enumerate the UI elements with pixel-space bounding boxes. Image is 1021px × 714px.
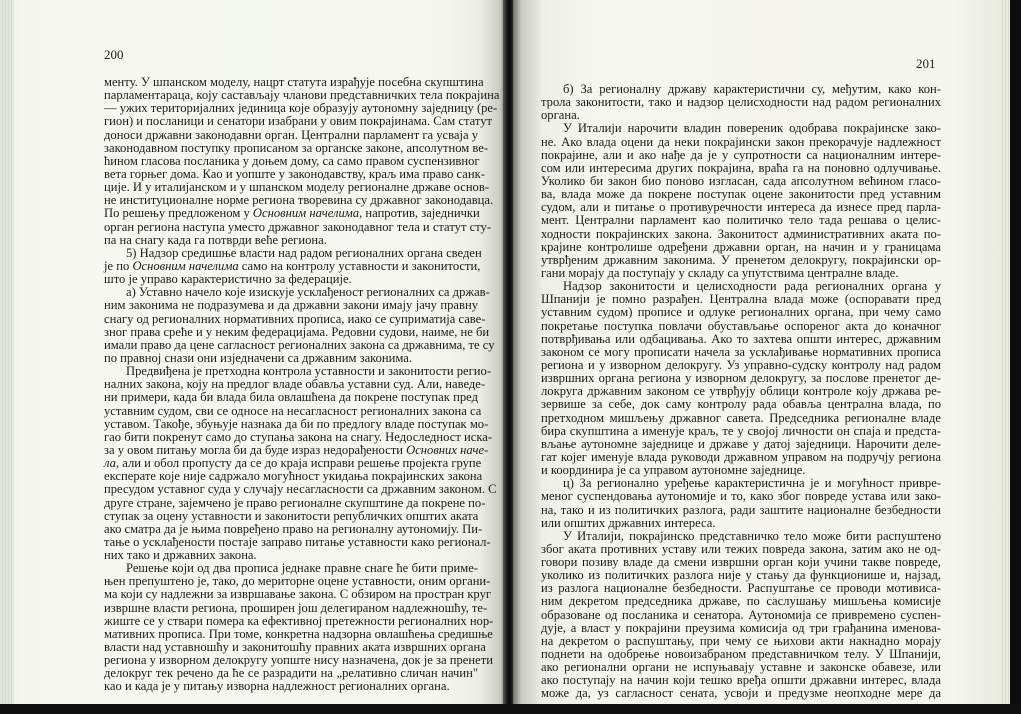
page-number: 201	[916, 56, 936, 71]
text-line: жиште се у ствари помера ка ефективној претежности регионалних нор-	[104, 613, 494, 628]
text-line: образоване од посланика и сенатора. Аутономија се привремено суспен-	[541, 607, 941, 622]
text-line: зервише за себе, док саму контролу рада обавља централна влада, по	[541, 397, 941, 412]
text-run: По решењу предложеном у	[104, 206, 253, 221]
text-line: ходности покрајинских закона. Законитост административних аката по-	[541, 226, 941, 241]
text-line: или општих државних интереса.	[541, 515, 716, 530]
text-line: мент. Централни парламент као политичко тело тада решава о целис-	[541, 213, 941, 228]
text-line: снагу од регионалних нормативних прописа, иако се суприматија саве-	[104, 311, 486, 326]
text-line: ступак за оцену уставности и законитости републичких општих аката	[104, 508, 479, 523]
text-line: — ужих територијалних јединица које образују аутономну заједницу (ре-	[104, 101, 498, 116]
background	[1010, 0, 1021, 714]
text-line: што је управо карактеристично за федерације.	[104, 272, 352, 287]
text-line: на декретом о распуштању, при чему се њихови акти накнадно морају	[541, 633, 941, 648]
page-number: 200	[104, 47, 124, 62]
text-line: региона у изворном делокругу уопште нису назначена, док је за пренети	[104, 653, 493, 668]
text-line: и координира је са управом аутономне заједнице.	[541, 463, 806, 478]
right-page	[513, 0, 1008, 706]
text-line: власти над уставношћу и законитошћу правних аката извршних органа	[104, 640, 486, 655]
text-line: пресудом уставног суда у случају несагласности са државним законом. С	[104, 482, 497, 497]
text-line: Решење који од два прописа једнаке правне снаге ће бити приме-	[126, 561, 478, 576]
text-line: доноси државни законодавни орган. Централни парламент га усваја у	[104, 127, 479, 142]
text-line: као и када је у питању изворна надлежност регионалних органа.	[104, 679, 450, 694]
text-line: региона и у изворном делокругу. Уз управно-судску контролу над радом	[541, 357, 941, 372]
text-line: друге стране, зајемчено је право регионалне скупштине да покрене по-	[104, 495, 486, 510]
page-edges	[0, 0, 14, 706]
text-line: по правној снази они изједначени са државним законима.	[104, 350, 413, 365]
italic-title: Основним начелима	[252, 206, 360, 221]
text-run: само на контролу уставности и законитости,	[238, 258, 481, 273]
text-line: дује, а власт у покрајини преузима комисија од три грађанина именова-	[541, 620, 941, 635]
text-line: бира скупштина а именује краљ, те у својој личности он спаја и предста-	[541, 423, 941, 438]
text-line: менту. У шпанском моделу, нацрт статута израђује посебна скупштина	[104, 75, 484, 89]
text-line: уставним судом, сви се односе на несагласност регионалних закона са	[104, 403, 482, 418]
text-line: б) За регионалну државу карактеристични су, међутим, како кон-	[563, 82, 941, 96]
body-text	[541, 83, 941, 701]
text-line: судом, али и питање о противуречности интереса да изнесе пред парла-	[541, 200, 941, 215]
text-line: уставом. Такође, збуњује назнака да би по предлогу владе поступак мо-	[104, 416, 489, 431]
text-line: па на снагу када га потврди веће региона.	[104, 232, 327, 247]
text-line: потврђивања или одбацивања. Ако то захтева општи интерес, државним	[541, 331, 941, 346]
text-line: утврђеним државним законима. У пренетом делокругу, покрајински ор-	[541, 252, 941, 267]
text-line: сом или интересима других покрајина, враћа га на поновно одлучивање.	[541, 160, 941, 175]
text-line: мативних прописа. При томе, конкретна надзорна овлашћења средишње	[104, 626, 493, 641]
page-edges	[1000, 0, 1010, 706]
text-run: је по	[104, 258, 133, 273]
text-line: законом се могу прописати начела за усклађивање нормативних прописа	[541, 344, 941, 359]
text-line: У Италији, покрајинско представничко тело може бити распуштено	[563, 528, 941, 543]
text-line: уколико из политичких разлога није у стању да функционише и, најзад,	[541, 568, 941, 583]
text-line: орган региона наступа уместо државног законодавног тела и статут сту-	[104, 219, 492, 234]
text-line: ћином гласова посланика у доњем дому, са само правом суспензивног	[104, 153, 480, 168]
text-line: гао бити покренут само до ступања закона на снагу. Недоследност иска-	[104, 429, 493, 444]
text-line: локруга државним законом се утврђују облици контроле коју држава ре-	[541, 384, 941, 399]
text-line: извршне власти региона, проширен још делегираном надлежношћу, те-	[104, 600, 488, 615]
text-line: 5) Надзор средишње власти над радом регионалних органа сведен	[126, 245, 482, 260]
text-line: вета горњег дома. Као и уопште у законодавству, краљ има право санк-	[104, 166, 485, 181]
text-line: вљање аутономне заједнице и државе у датој заједници. Нарочити деле-	[541, 436, 941, 451]
text-line: гат којег именује влада руководи државном управом на подручју региона	[541, 449, 941, 464]
text-line: зног права среће и у неким федерацијама. Редовни судови, наиме, не би	[104, 324, 490, 339]
text-line: гани морају да поступају у складу са упутствима централне владе.	[541, 265, 899, 280]
text-line: ним декретом председника државе, по саслушању мишљења комисије	[541, 594, 941, 609]
text-line: ц) За регионално уређење карактеристична је и могућност привре-	[563, 476, 941, 491]
text-line: парламентараца, коју састављају чланови представничких тела покрајина	[104, 88, 500, 103]
text-line: ако сматра да је њима повређено право на регионалну аутономију. Пи-	[104, 521, 483, 536]
text-line: покретање поступка повлачи обустављање оспореног акта до коначног	[541, 318, 941, 333]
text-line: не институционалне норме региона творевина су државног законодавца.	[104, 193, 494, 208]
italic-title: Основним начелима	[132, 258, 239, 273]
text-line: из разлога националне безбедности. Распуштање се проводи мотивиса-	[541, 581, 941, 596]
text-line: крајине контролише одређени државни орган, на начин и у границама	[541, 239, 941, 254]
text-line: може да, уз сагласност сената, усвоји и предузме неопходне мере да	[541, 686, 941, 701]
text-line: ако регионални органи не испуњавају уставне и законске обавезе, или	[541, 660, 941, 675]
text-line: говори позиву владе да смени извршни орган који учини такве повреде,	[541, 555, 941, 570]
body-text	[104, 75, 500, 694]
text-line: не. Ако влада оцени да неки покрајински закон прекорачује надлежност	[541, 134, 941, 149]
text-line: због аката противних уставу или тежих повреда закона, затим ако не од-	[541, 541, 941, 556]
text-run: , али и обол пропусту да се до краја исправи решење пројекта групе	[115, 456, 482, 471]
text-line: тање о усклађености постаје заправо питање уставности како регионал-	[104, 534, 491, 549]
italic-title: ла	[104, 456, 116, 471]
left-page	[0, 0, 505, 706]
text-line: У Италији нарочити владин повереник одобрава покрајинске зако-	[563, 121, 941, 136]
text-line: њен препуштено је, тако, до мериторне оцене уставности, оним органи-	[104, 574, 491, 589]
text-line: них тако и државних закона.	[104, 548, 257, 563]
text-line: ције. И у италијанском и у шпанском моделу регионалне државе основ-	[104, 180, 489, 195]
italic-title: Основних наче-	[406, 442, 489, 457]
text-line: гион) и посланици и сенатори изабрани у овим покрајинама. Сам статут	[104, 114, 493, 129]
text-run: , напротив, заједнички	[359, 206, 480, 221]
text-line: ако поступају на начин који тешко вређа општи државни интерес, влада	[541, 673, 941, 688]
text-line: уставним судом) прописе и одлуке регионалних органа, при чему само	[541, 305, 941, 320]
text-line	[104, 207, 478, 220]
text-line: а) Уставно начело које изискује усклађеност регионалних са држав-	[126, 285, 490, 300]
text-line: трола законитости, тако и надзор целисходности над радом регионалних	[541, 95, 941, 110]
text-run: за у овом питању могла би да буде израз недорађености	[104, 442, 407, 457]
text-line: органа.	[541, 108, 580, 123]
text-line: законодавном поступку прописаном за органске законе, апсолутном ве-	[104, 140, 489, 155]
text-line: Надзор законитости и целисходности рада регионалних органа у	[563, 279, 941, 294]
text-line: делокруг тек речено да ће се разрадити на „релативно сличан начин"	[104, 666, 478, 681]
text-line: меног суспендовања аутономије и то, како због повреде устава или зако-	[541, 489, 941, 504]
text-line: ним законима не подразумева и да државни закони имају јачу правну	[104, 298, 478, 313]
text-line: Предвиђена је претходна контрола уставности и законитости регио-	[126, 364, 492, 379]
text-line: покрајине, али и ако нађе да је у супротности са националним интере-	[541, 147, 941, 162]
text-line: на, тако и из политичких разлога, ради заштите националне безбедности	[541, 502, 941, 517]
text-line: претходном мишљењу државног савета. Председника регионалне владе	[541, 410, 941, 425]
text-line: ва, влада може да покрене поступак оцене законитости пред уставним	[541, 187, 941, 202]
text-line: поднети на одобрење новоизабраном представничком телу. У Шпанији,	[541, 647, 941, 662]
text-line: експерате које није садржало могућност укидања покрајинских закона	[104, 469, 483, 484]
text-line: ни примери, када би влада била овлашћена да покрене поступак пред	[104, 390, 478, 405]
text-line: имали право да цене сагласност регионалних закона са државнима, те су	[104, 337, 495, 352]
background	[0, 704, 1021, 714]
text-line: Шпанији је помно разрађен. Централна влада може (оспоравати пред	[541, 292, 941, 307]
text-line: налних закона, коју на предлог владе обавља уставни суд. Али, наведе-	[104, 377, 486, 392]
text-line: извршних органа региона у изворном делокругу, за послове пренетог де-	[541, 371, 941, 386]
text-line: Уколико би закон био поново изгласан, сада апсолутном већином гласо-	[541, 173, 941, 188]
text-line: ма који су надлежни за извршавање закона. С обзиром на простран круг	[104, 587, 492, 602]
